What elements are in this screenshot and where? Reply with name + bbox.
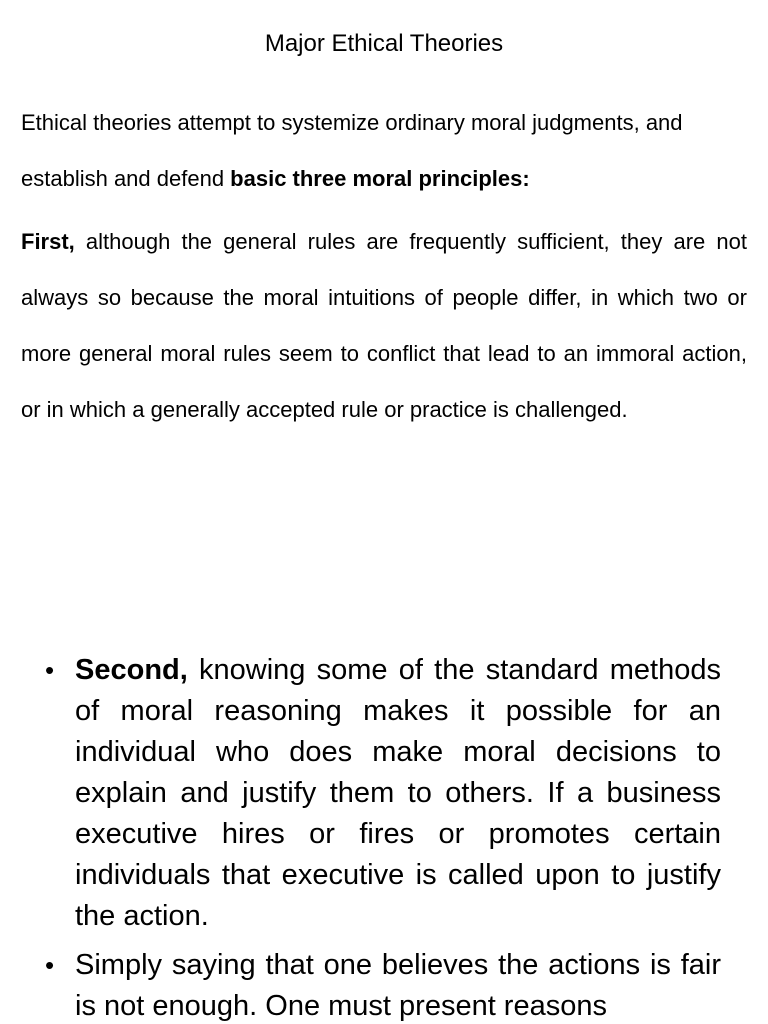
page-title: Major Ethical Theories <box>264 30 504 57</box>
bullet-item-simply <box>45 945 721 1024</box>
intro-bold-text: basic three moral principles: <box>230 166 530 191</box>
bullet-marker: • <box>45 655 55 685</box>
bullet-marker: • <box>45 950 55 980</box>
bullet-lead: Second, <box>75 654 188 686</box>
first-lead: First, <box>21 229 75 254</box>
first-principle-paragraph <box>21 214 747 438</box>
bullet-text: knowing some of the standard methods of moral reasoning makes it possible for an individual who does make moral decisions to explain and justify them to others. If a business executive hires or fires or promotes certain individuals that executive is called upon to justify the action. <box>75 654 721 932</box>
intro-text: Ethical theories attempt to systemize ordinary moral judgments, and establish and defend <box>21 110 683 191</box>
intro-paragraph <box>21 95 747 207</box>
bullet-text: Simply saying that one believes the actions is fair is not enough. One must present reasons <box>75 949 721 1022</box>
bullet-item-second <box>45 650 721 937</box>
first-text: although the general rules are frequently sufficient, they are not always so because the moral intuitions of people differ, in which two or more general moral rules seem to conflict that lead to an immoral action, or in which a generally accepted rule or practice is challenged. <box>21 229 747 422</box>
bullet-list <box>45 650 721 1024</box>
